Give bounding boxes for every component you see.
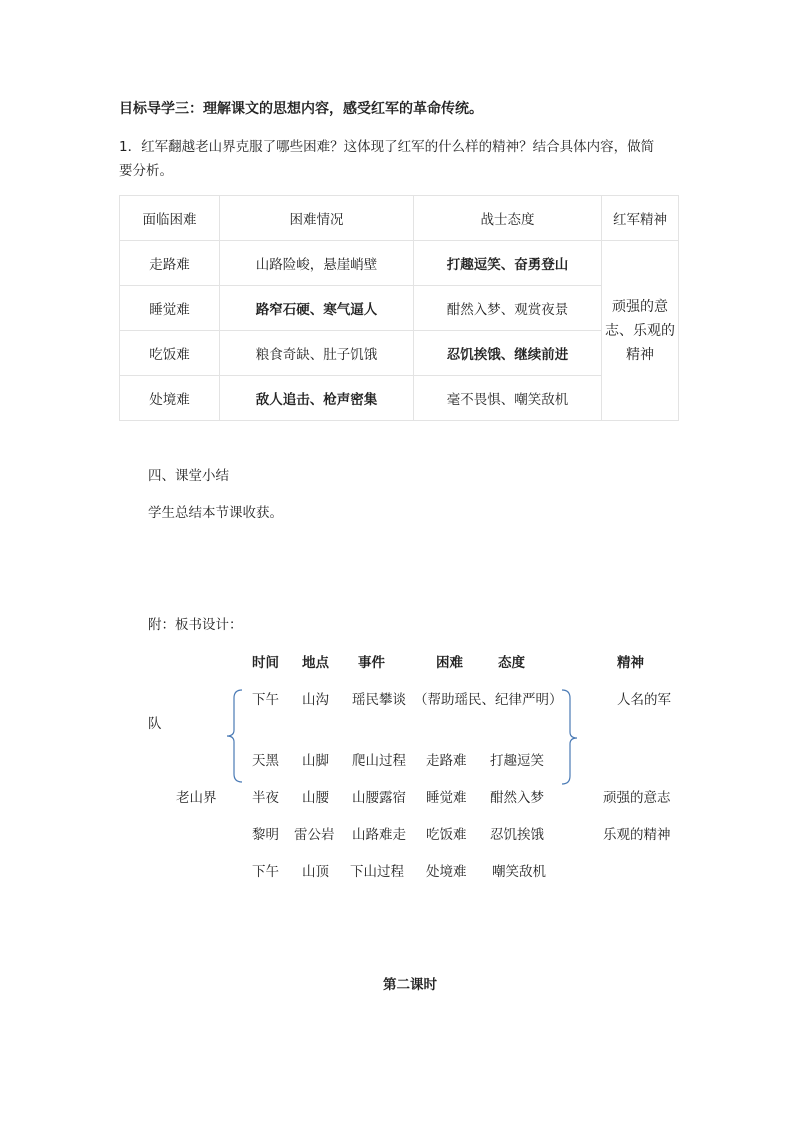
board-row4-spirit: 乐观的精神 [603, 827, 671, 843]
table-row [120, 331, 679, 376]
board-header-attitude: 态度 [498, 655, 525, 671]
board-label: 附：板书设计： [148, 617, 243, 633]
summary-heading: 四、课堂小结 [148, 468, 229, 484]
header-attitude: 战士态度 [414, 196, 602, 241]
board-row2-time: 天黑 [252, 753, 279, 769]
board-row3-event: 山腰露宿 [352, 790, 406, 806]
board-row1-time: 下午 [252, 692, 279, 708]
cell-attitude: 忍饥挨饿、继续前进 [414, 331, 602, 376]
board-row1-spirit: 人名的军 [617, 692, 671, 708]
board-header-spirit: 精神 [617, 655, 644, 671]
board-row2-event: 爬山过程 [352, 753, 406, 769]
cell-difficulty: 睡觉难 [120, 286, 220, 331]
board-row5-difficulty: 处境难 [426, 864, 467, 880]
board-row3-spirit: 顽强的意志 [603, 790, 671, 806]
board-row5-event: 下山过程 [350, 864, 404, 880]
board-row5-attitude: 嘲笑敌机 [492, 864, 546, 880]
cell-situation: 敌人追击、枪声密集 [220, 376, 414, 421]
header-spirit: 红军精神 [602, 196, 679, 241]
cell-attitude: 毫不畏惧、嘲笑敌机 [414, 376, 602, 421]
board-row4-time: 黎明 [252, 827, 279, 843]
cell-attitude: 打趣逗笑、奋勇登山 [414, 241, 602, 286]
cell-difficulty: 走路难 [120, 241, 220, 286]
board-row1-place: 山沟 [302, 692, 329, 708]
cell-situation: 山路险峻，悬崖峭壁 [220, 241, 414, 286]
header-situation: 困难情况 [220, 196, 414, 241]
board-row3-difficulty: 睡觉难 [426, 790, 467, 806]
board-header-place: 地点 [302, 655, 329, 671]
board-header-time: 时间 [252, 655, 279, 671]
difficulty-table [119, 195, 679, 421]
board-row4-place: 雷公岩 [294, 827, 335, 843]
summary-text: 学生总结本节课收获。 [148, 505, 283, 521]
cell-spirit: 顽强的意志、乐观的精神 [602, 241, 679, 421]
board-row5-time: 下午 [252, 864, 279, 880]
board-row4-event: 山路难走 [352, 827, 406, 843]
board-row1-note: （帮助瑶民、纪律严明） [414, 692, 563, 708]
table-header-row [120, 196, 679, 241]
board-row3-left: 老山界 [176, 790, 217, 806]
board-header-event: 事件 [358, 655, 385, 671]
board-row2-difficulty: 走路难 [426, 753, 467, 769]
cell-situation: 粮食奇缺、肚子饥饿 [220, 331, 414, 376]
cell-difficulty: 吃饭难 [120, 331, 220, 376]
board-row3-time: 半夜 [252, 790, 279, 806]
table-row [120, 286, 679, 331]
board-row4-difficulty: 吃饭难 [426, 827, 467, 843]
board-row1-event: 瑶民攀谈 [352, 692, 406, 708]
goal-heading: 目标导学三：理解课文的思想内容，感受红军的革命传统。 [119, 101, 483, 117]
board-row2-place: 山脚 [302, 753, 329, 769]
board-row5-place: 山顶 [302, 864, 329, 880]
board-row4-attitude: 忍饥挨饿 [490, 827, 544, 843]
left-brace-icon [222, 688, 244, 784]
cell-difficulty: 处境难 [120, 376, 220, 421]
board-row3-attitude: 酣然入梦 [490, 790, 544, 806]
header-difficulty: 面临困难 [120, 196, 220, 241]
table-row [120, 241, 679, 286]
cell-situation: 路窄石硬、寒气逼人 [220, 286, 414, 331]
right-brace-icon [560, 688, 582, 786]
board-header-difficulty: 困难 [436, 655, 463, 671]
board-row3-place: 山腰 [302, 790, 329, 806]
board-row1-wrap: 队 [148, 716, 162, 732]
question-line-1: 1．红军翻越老山界克服了哪些困难？这体现了红军的什么样的精神？结合具体内容，做简 [119, 139, 655, 155]
cell-attitude: 酣然入梦、观赏夜景 [414, 286, 602, 331]
question-line-2: 要分析。 [119, 163, 173, 179]
board-row2-attitude: 打趣逗笑 [490, 753, 544, 769]
next-lesson-title: 第二课时 [383, 977, 437, 993]
table-row [120, 376, 679, 421]
